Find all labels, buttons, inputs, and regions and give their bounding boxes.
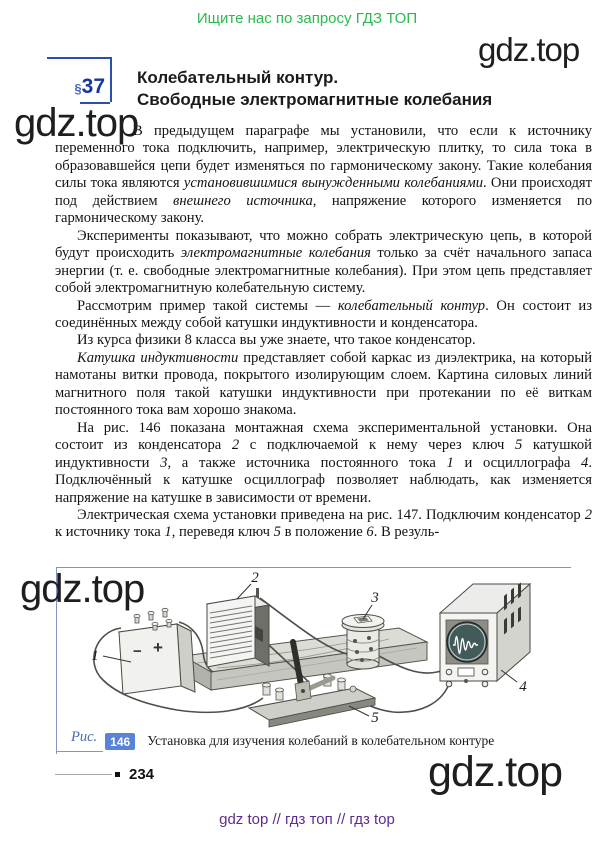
- paragraph: В предыдущем параграфе мы установили, что если к источнику переменного тока подключить, например, электрическую плитку, то сила тока в образовавшейся цепи будет изменяться по гармоническому закону. Такие колебания силы тока являются установившимися вынужденными колебаниями. Они происходят под действием внешнего источника, напряжение которого изменяется по гармоническому закону.: [55, 123, 592, 227]
- figure-label-wrap: [57, 728, 103, 752]
- part-label-3: 3: [371, 590, 379, 606]
- paragraph: Катушка индуктивности представляет собой каркас из диэлектрика, на который намотаны витки провода, покрытого изолирующим слоем. Картина силовых линий магнитного поля такой катушки индуктивности при протекании по её виткам постоянного тока вам хорошо знакома.: [55, 349, 592, 419]
- svg-text:−: −: [133, 643, 142, 660]
- section-title-line1: Колебательный контур.: [137, 68, 339, 87]
- section-bracket: [47, 57, 112, 102]
- paragraph-mark: §: [74, 81, 82, 96]
- paragraph: Из курса физики 8 класса вы уже знаете, что такое конденсатор.: [77, 332, 476, 349]
- section-title-line2: Свободные электромагнитные колебания: [137, 89, 493, 109]
- watermark: gdz.top: [428, 748, 563, 796]
- page-number-row: [55, 766, 154, 783]
- figure-caption: Установка для изучения колебаний в колебательном контуре: [147, 733, 495, 748]
- capacitor: [207, 588, 269, 667]
- promo-banner: Ищите нас по запросу ГДЗ ТОП: [196, 10, 418, 27]
- watermark: gdz.top: [478, 31, 580, 68]
- oscilloscope: [440, 583, 530, 687]
- watermark: gdz.top: [14, 101, 139, 145]
- watermark: gdz.top: [20, 567, 145, 611]
- section-number: §37: [74, 75, 105, 98]
- footer-links: gdz top // гдз топ // гдз top: [219, 811, 395, 828]
- part-label-2: 2: [251, 570, 259, 586]
- page-number-rule: [55, 774, 112, 776]
- part-label-5: 5: [371, 710, 379, 726]
- part-label-4: 4: [519, 679, 527, 695]
- svg-text:+: +: [153, 638, 163, 657]
- part-label-1: 1: [91, 648, 99, 664]
- paragraph: На рис. 146 показана монтажная схема экспериментальной установки. Она состоит из конденсатора 2 с подключаемой к нему через ключ 5 катушкой индуктивности 3, а также источника постоянного тока 1 и осциллографа 4. Подключённый к катушке осциллограф позволяет наблюдать, как изменяется напряжение на катушке в зависимости от времени.: [55, 419, 592, 506]
- paragraph: Рассмотрим пример такой системы — колебательный контур. Он состоит из соединённых между собой катушки индуктивности и конденсатора.: [55, 297, 592, 331]
- article: [55, 123, 592, 542]
- figure-label: Рис.: [71, 729, 98, 745]
- battery: [119, 608, 195, 694]
- page-number: 234: [129, 766, 155, 783]
- section-title: [137, 67, 597, 110]
- inductor-coil: [342, 615, 384, 670]
- page-number-bullet-icon: [115, 772, 120, 777]
- paragraph: Эксперименты показывают, что можно собрать электрическую цепь, в которой будут происходить электромагнитные колебания только за счёт начального запаса энергии (т. е. свободные электромагнитные колебания). При этом цепь представляет собой электромагнитную колебательную систему.: [55, 227, 593, 297]
- figure-number-badge: 146: [105, 733, 135, 750]
- paragraph: Электрическая схема установки приведена на рис. 147. Подключим конденсатор 2 к источнику тока 1, переведя ключ 5 в положение 6. В резуль-: [55, 506, 592, 541]
